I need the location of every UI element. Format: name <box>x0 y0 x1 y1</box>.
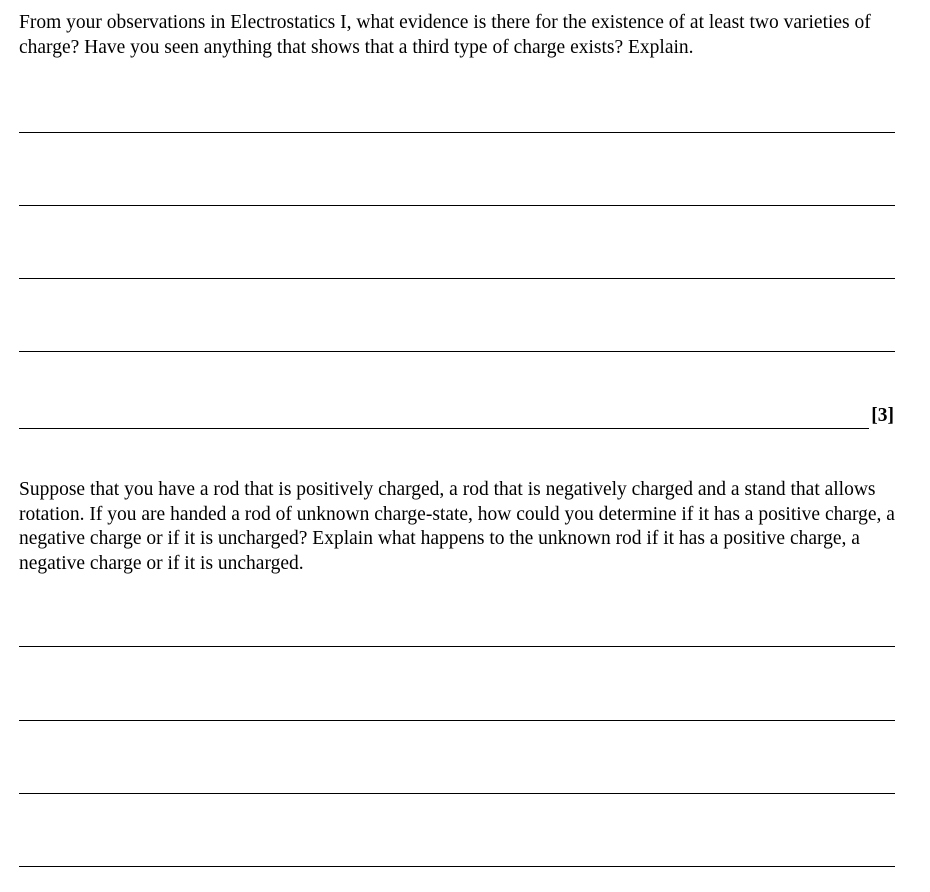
question-2-text: Suppose that you have a rod that is positively charged, a rod that is negatively charged and a stand that allows rotation. If you are handed a rod of unknown charge-state, how could you determine if it has a positive charge, a negative charge or if it is uncharged? Explain what happens to the unknown rod if it has a positive charge, a negative charge or if it is uncharged. <box>19 479 895 574</box>
question-1-text: From your observations in Electrostatics I, what evidence is there for the existence of at least two varieties of charge? Have you seen anything that shows that a third type of charge exists? Explain. <box>19 12 871 58</box>
answer-line[interactable] <box>19 866 895 867</box>
answer-line[interactable] <box>19 278 895 279</box>
answer-line[interactable] <box>19 793 895 794</box>
answer-line[interactable] <box>19 646 895 647</box>
question-1-marks: [3] <box>871 405 894 426</box>
answer-line[interactable] <box>19 205 895 206</box>
answer-line[interactable] <box>19 132 895 133</box>
answer-line[interactable] <box>19 720 895 721</box>
answer-line[interactable] <box>19 428 869 429</box>
answer-line[interactable] <box>19 351 895 352</box>
